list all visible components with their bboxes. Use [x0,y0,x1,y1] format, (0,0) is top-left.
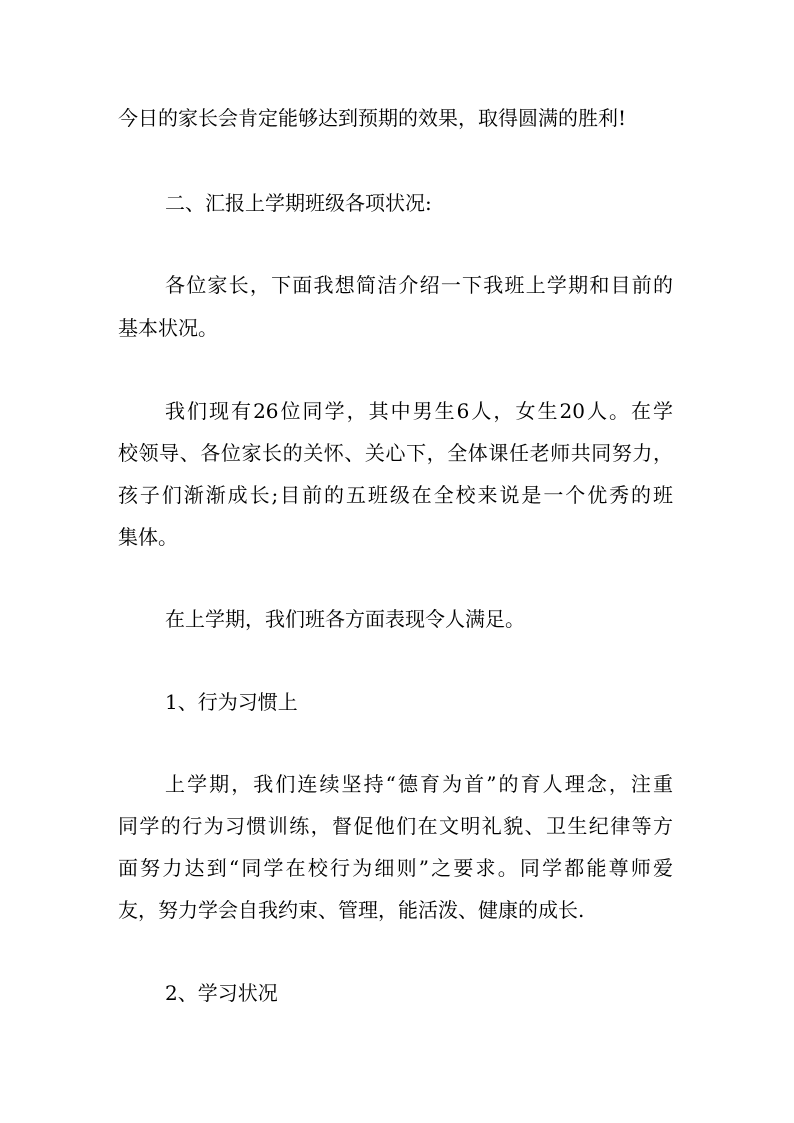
body-text-line: 校领导、各位家长的关怀、关心下，全体课任老师共同努力， [118,441,673,465]
body-text-line: 孩子们渐渐成长;目前的五班级在全校来说是一个优秀的班 [118,483,673,507]
body-text-line: 同学的行为习惯训练，督促他们在文明礼貌、卫生纪律等方 [118,814,673,838]
body-text-line: 上学期，我们连续坚持“德育为首”的育人理念，注重 [165,772,673,796]
body-text-line: 基本状况。 [118,316,218,340]
body-text-line: 在上学期，我们班各方面表现令人满足。 [165,607,525,631]
subsection-heading: 1、行为习惯上 [165,690,298,714]
body-text-line: 各位家长，下面我想简洁介绍一下我班上学期和目前的 [165,273,673,297]
subsection-heading: 2、学习状况 [165,981,278,1005]
body-text-line: 集体。 [118,525,178,549]
body-text-line: 我们现有26位同学，其中男生6人，女生20人。在学 [165,399,673,423]
body-text-line: 面努力达到“同学在校行为细则”之要求。同学都能尊师爱 [118,856,673,880]
body-text-line: 友，努力学会自我约束、管理，能活泼、健康的成长. [118,898,585,922]
section-heading: 二、汇报上学期班级各项状况: [165,191,432,215]
body-text-line: 今日的家长会肯定能够达到预期的效果，取得圆满的胜利! [118,106,627,130]
